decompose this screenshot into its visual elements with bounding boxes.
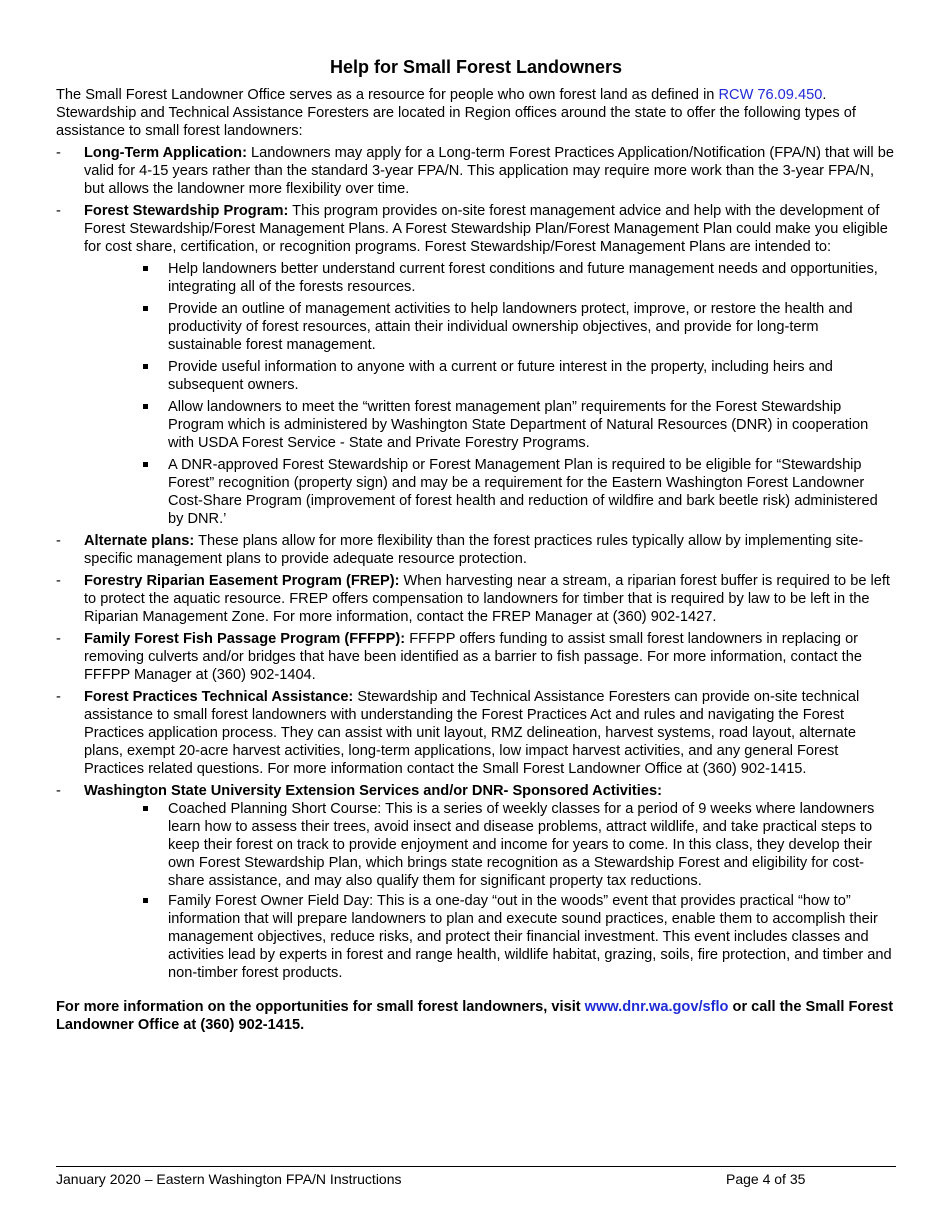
square-bullet-icon	[143, 806, 148, 811]
wsu-bullets	[84, 800, 896, 982]
stewardship-bullets	[84, 260, 896, 528]
bullet-item	[140, 398, 896, 452]
bullet-text: Family Forest Owner Field Day: This is a one-day “out in the woods” event that provides practical “how to” information that will prepare landowners to plan and execute sound practices, enable them to accomplish their management objectives, reduce risks, and protect their financial investment. This event includes classes and activities lead by experts in forest and range health, wildlife habitat, grazing, soils, fire protection, and timber and non-timber forest products.	[168, 893, 892, 981]
list-item-alternate	[56, 532, 896, 568]
bullet-text: Allow landowners to meet the “written forest management plan” requirements for the Forest Stewardship Program which is administered by Washington State Department of Natural Resources (DNR) in cooperation with USDA Forest Service - State and Private Forestry Programs.	[168, 399, 869, 451]
bullet-text: Help landowners better understand current forest conditions and future management needs and opportunities, integrating all of the forests resources.	[168, 261, 878, 295]
list-item-fffpp	[56, 630, 896, 684]
closing-text-after: or call the Small Forest Landowner Office at (360) 902-1415.	[56, 999, 894, 1033]
intro-text: The Small Forest Landowner Office serves as a resource for people who own forest land as defined in	[56, 87, 719, 103]
bullet-item	[140, 456, 896, 528]
item-text: When harvesting near a stream, a riparian forest buffer is required to be left to protect the aquatic resource. FREP offers compensation to landowners for timber that is required by law to be left in the Riparian Management Zone. For more information, contact the FREP Manager at (360) 902-1427.	[84, 573, 890, 625]
square-bullet-icon	[143, 404, 148, 409]
intro-text-after: . Stewardship and Technical Assistance Foresters are located in Region offices around the state to offer the following types of assistance to small forest landowners:	[56, 87, 856, 139]
footer-page-number: Page 4 of 35	[726, 1171, 806, 1187]
list-item-technical	[56, 688, 896, 778]
item-text: Stewardship and Technical Assistance Foresters can provide on-site technical assistance to small forest landowners with understanding the Forest Practices Act and rules and navigating the Forest Practices application process. They can assist with unit layout, RMZ delineation, harvest systems, road layout, alternate plans, exempt 20-acre harvest activities, long-term applications, low impact harvest activities, and any general Forest Practices related questions. For more information contact the Small Forest Landowner Office at (360) 902-1415.	[84, 689, 860, 777]
list-item-long-term	[56, 144, 896, 198]
square-bullet-icon	[143, 462, 148, 467]
list-item-wsu	[56, 782, 896, 982]
square-bullet-icon	[143, 898, 148, 903]
bullet-item	[140, 800, 896, 890]
item-heading: Alternate plans:	[84, 533, 195, 549]
dash-marker: -	[56, 783, 61, 799]
item-text: Landowners may apply for a Long-term Forest Practices Application/Notification (FPA/N) that will be valid for 4-15 years rather than the standard 3-year FPA/N. This application may require more work than the 3-year FPA/N, but allows the landowner more flexibility over time.	[84, 145, 894, 197]
item-text: These plans allow for more flexibility than the forest practices rules typically allow by implementing site-specific management plans to provide adequate resource protection.	[84, 533, 864, 567]
page-footer	[56, 1166, 896, 1187]
page-content	[56, 56, 896, 1034]
list-item-frep	[56, 572, 896, 626]
item-heading: Family Forest Fish Passage Program (FFFPP):	[84, 631, 406, 647]
footer-document-title: January 2020 – Eastern Washington FPA/N Instructions	[56, 1171, 402, 1187]
bullet-item	[140, 260, 896, 296]
bullet-text: Coached Planning Short Course: This is a series of weekly classes for a period of 9 weeks where landowners learn how to assess their trees, avoid insect and disease problems, attract wildlife, and take practical steps to keep their forest on track to provide enjoyment and income for years to come. In this class, they develop their own Forest Stewardship Plan, which brings state recognition as a Stewardship Forest and eligibility for cost-share assistance, and may also qualify them for significant property tax reductions.	[168, 801, 875, 889]
dash-marker: -	[56, 573, 61, 589]
dash-marker: -	[56, 533, 61, 549]
assistance-list	[56, 144, 896, 982]
square-bullet-icon	[143, 364, 148, 369]
item-heading: Washington State University Extension Services and/or DNR- Sponsored Activities:	[84, 783, 662, 799]
dash-marker: -	[56, 631, 61, 647]
item-text: This program provides on-site forest management advice and help with the development of Forest Stewardship/Forest Management Plans. A Forest Stewardship Plan/Forest Management Plan could make you eligible for cost share, certification, or recognition programs. Forest Stewardship/Forest Management Plans are intended to:	[84, 203, 888, 255]
square-bullet-icon	[143, 306, 148, 311]
item-heading: Forestry Riparian Easement Program (FREP):	[84, 573, 400, 589]
item-text: FFFPP offers funding to assist small forest landowners in replacing or removing culverts and/or bridges that have been identified as a barrier to fish passage. For more information, contact the FFFPP Manager at (360) 902-1404.	[84, 631, 862, 683]
bullet-text: Provide an outline of management activities to help landowners protect, improve, or restore the health and productivity of forest resources, attain their individual ownership objectives, and provide for long-term sustainable forest management.	[168, 301, 853, 353]
list-item-stewardship	[56, 202, 896, 528]
dash-marker: -	[56, 203, 61, 219]
sflo-link[interactable]: www.dnr.wa.gov/sflo	[584, 999, 729, 1015]
page-title: Help for Small Forest Landowners	[329, 57, 623, 77]
square-bullet-icon	[143, 266, 148, 271]
dash-marker: -	[56, 145, 61, 161]
bullet-text: A DNR-approved Forest Stewardship or Forest Management Plan is required to be eligible for “Stewardship Forest” recognition (property sign) and may be a requirement for the Eastern Washington Forest Landowner Cost-Share Program (improvement of forest health and reduction of wildfire and bark beetle risk) administered by DNR.’	[168, 457, 878, 527]
dash-marker: -	[56, 689, 61, 705]
bullet-item	[140, 358, 896, 394]
intro-paragraph	[56, 86, 896, 140]
bullet-item	[140, 892, 896, 982]
item-heading: Forest Stewardship Program:	[84, 203, 289, 219]
closing-text: For more information on the opportunities for small forest landowners, visit	[56, 999, 585, 1015]
item-heading: Long-Term Application:	[84, 145, 247, 161]
rcw-link[interactable]: RCW 76.09.450	[718, 87, 823, 103]
bullet-text: Provide useful information to anyone with a current or future interest in the property, including heirs and subsequent owners.	[168, 359, 833, 393]
item-heading: Forest Practices Technical Assistance:	[84, 689, 354, 705]
closing-paragraph	[56, 998, 896, 1034]
bullet-item	[140, 300, 896, 354]
